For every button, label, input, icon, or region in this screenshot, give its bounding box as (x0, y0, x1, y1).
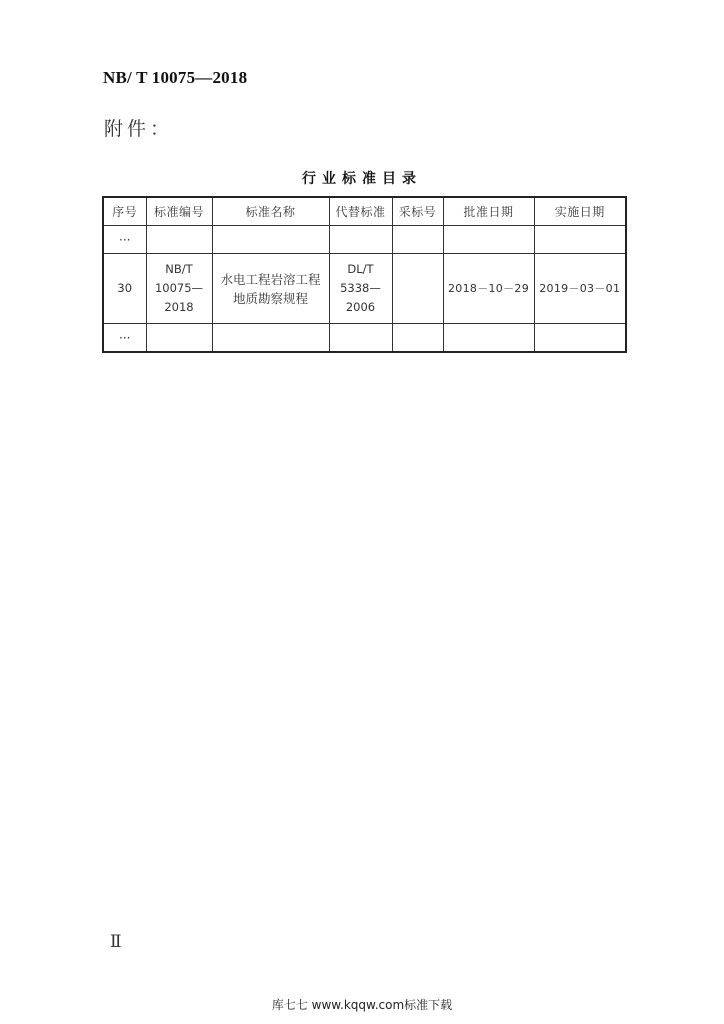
column-header-approval-date: 批准日期 (443, 197, 534, 226)
adopted-number-cell (392, 254, 443, 324)
page-number: Ⅱ (110, 932, 122, 951)
column-header-implementation-date: 实施日期 (534, 197, 626, 226)
approval-date-cell: 2018－10－29 (443, 254, 534, 324)
empty-cell (212, 324, 329, 353)
column-header-seq: 序号 (103, 197, 146, 226)
implementation-date-cell: 2019－03－01 (534, 254, 626, 324)
standards-catalog-table (102, 196, 627, 353)
table-row (103, 226, 626, 254)
table-header-row (103, 197, 626, 226)
replaced-standard-line: 2006 (345, 300, 376, 314)
empty-cell (146, 324, 212, 353)
empty-cell (392, 324, 443, 353)
ellipsis-cell: ··· (103, 324, 146, 353)
table-title: 行业标准目录 (302, 171, 422, 187)
standard-name-line: 地质勘察规程 (232, 290, 308, 306)
replaced-standard-line: 5338— (340, 281, 381, 295)
empty-cell (329, 226, 392, 254)
table-row (103, 254, 626, 324)
standard-code-line: 2018 (164, 300, 194, 314)
standard-name-line: 水电工程岩溶工程 (220, 271, 321, 287)
column-header-adopted-number: 采标号 (392, 197, 443, 226)
empty-cell (534, 324, 626, 353)
replaced-standard-line: DL/T (347, 262, 374, 276)
table-row (103, 324, 626, 353)
attachment-label: 附件： (104, 118, 174, 140)
empty-cell (212, 226, 329, 254)
standard-code-line: NB/T (165, 262, 193, 276)
empty-cell (534, 226, 626, 254)
standard-code-line: 10075— (154, 281, 204, 295)
standard-name-cell (212, 254, 329, 324)
standard-code-header: NB/ T 10075—2018 (103, 68, 248, 87)
empty-cell (392, 226, 443, 254)
ellipsis-cell: ··· (103, 226, 146, 254)
replaced-standard-cell (329, 254, 392, 324)
standard-code-cell (146, 254, 212, 324)
empty-cell (146, 226, 212, 254)
empty-cell (329, 324, 392, 353)
column-header-replaced-standard: 代替标准 (329, 197, 392, 226)
seq-cell: 30 (103, 254, 146, 324)
empty-cell (443, 226, 534, 254)
empty-cell (443, 324, 534, 353)
column-header-standard-name: 标准名称 (212, 197, 329, 226)
column-header-standard-code: 标准编号 (146, 197, 212, 226)
footer-watermark-text: 库七七 www.kqqw.com标准下载 (271, 998, 453, 1012)
